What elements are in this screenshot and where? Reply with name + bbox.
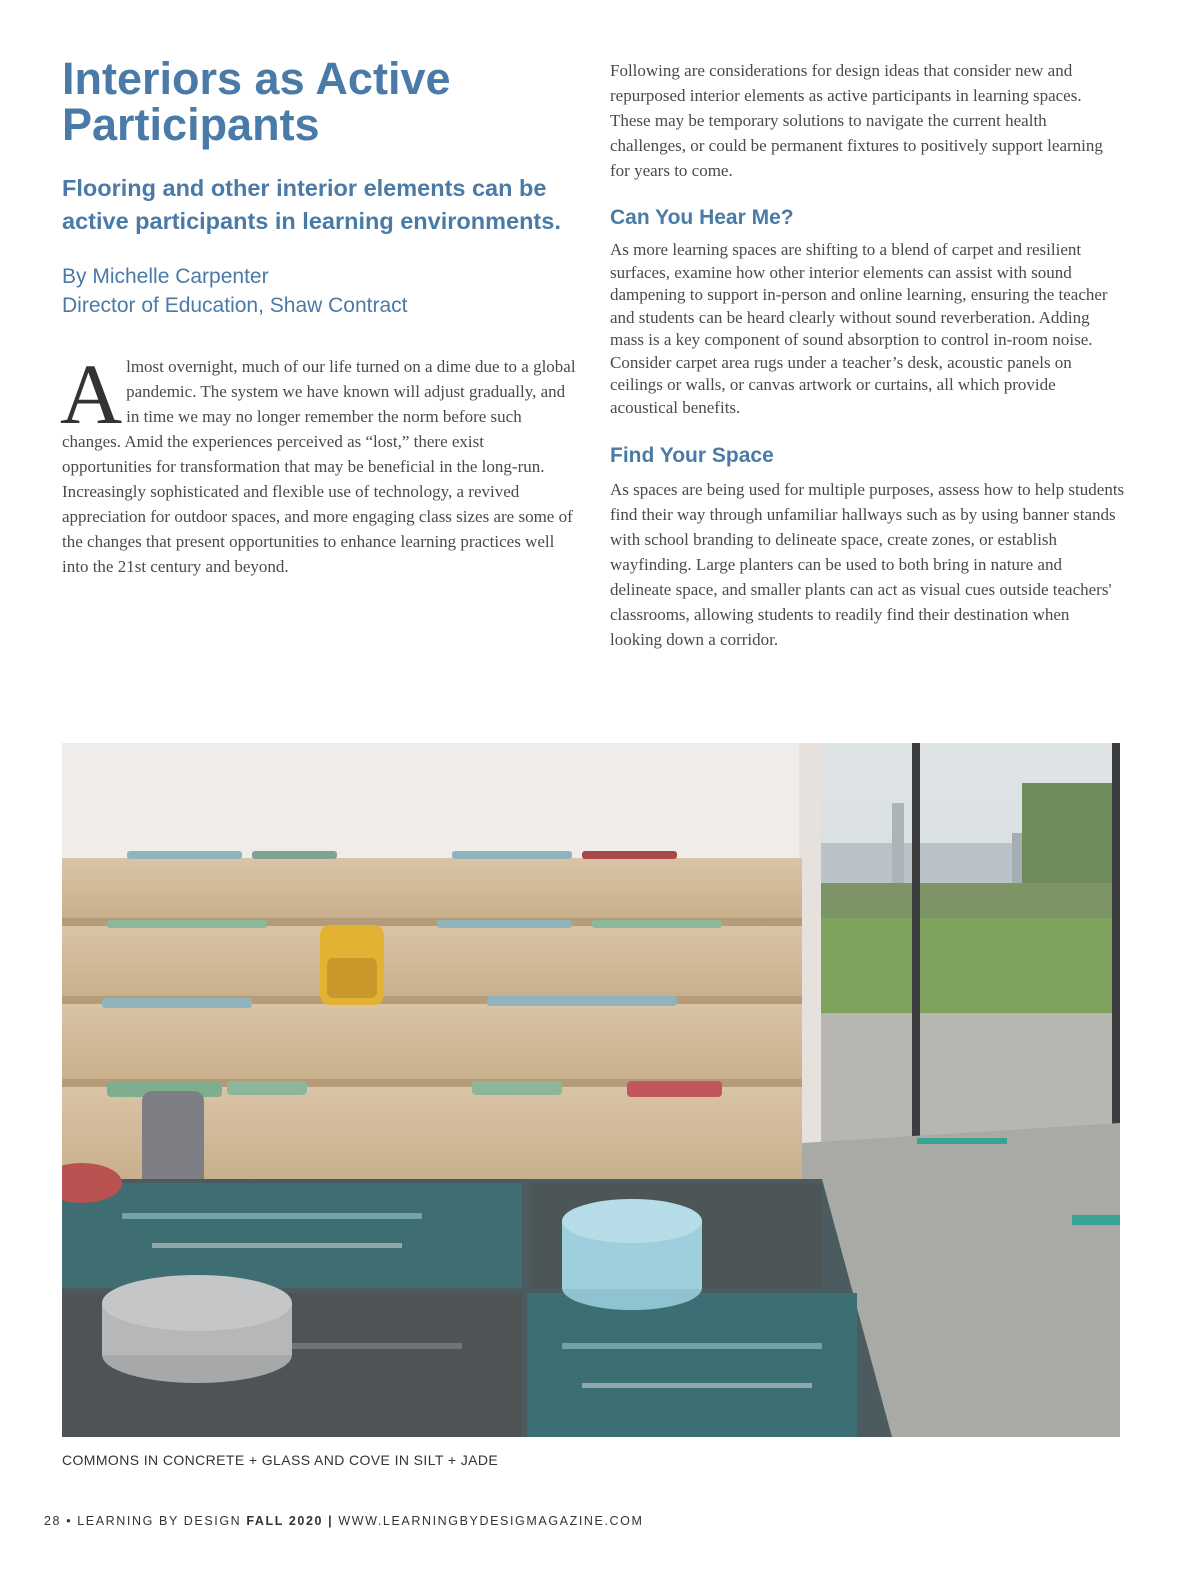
byline (62, 262, 577, 320)
website-link[interactable]: WWW.LEARNINGBYDESIGMAGAZINE.COM (338, 1514, 644, 1528)
article-title: Interiors as Active Participants (62, 53, 451, 150)
issue-label: FALL 2020 (246, 1514, 324, 1528)
page-footer (44, 1514, 644, 1528)
footer-separator: | (328, 1514, 334, 1528)
page-number: 28 (44, 1514, 62, 1528)
drop-cap: A (60, 346, 123, 442)
section-heading-space: Find Your Space (610, 444, 774, 467)
intro-text: lmost overnight, much of our life turned on a dime due to a global pandemic. The system we have known will adjust gradually, and in time we may no longer remember the norm before such changes. Amid the experiences perceived as “lost,” there exist opportunities for transformation that may be beneficial in the long-run. Increasingly sophisticated and flexible use of technology, a revived appreciation for outdoor spaces, and more engaging class sizes are some of the changes that present opportunities to enhance learning practices well into the 21st century and beyond. (62, 357, 576, 576)
right-intro-paragraph: Following are considerations for design ideas that consider new and repurposed interior elements as active participants in learning spaces. These may be temporary solutions to navigate the current health challenges, or could be permanent fixtures to positively support learning for years to come. (610, 61, 1103, 180)
left-column (60, 53, 577, 579)
article-subtitle: Flooring and other interior elements can be active participants in learning environments. (62, 175, 561, 234)
magazine-name: LEARNING BY DESIGN (77, 1514, 242, 1528)
author-name: By Michelle Carpenter (62, 265, 269, 288)
footer-bullet: • (66, 1514, 73, 1528)
section-heading-hear: Can You Hear Me? (610, 206, 794, 229)
section-body-space: As spaces are being used for multiple purposes, assess how to help students find their way through unfamiliar hallways such as by using banner stands with school branding to delineate space, create zones, or establish wayfinding. Large planters can be used to both bring in nature and delineate space, and smaller plants can act as visual cues outside teachers' classrooms, allowing students to readily find their destination when looking down a corridor. (610, 480, 1125, 649)
section-body-hear: As more learning spaces are shifting to a blend of carpet and resilient surfaces, examine how other interior elements can assist with sound dampening to support in-person and online learning, ensuring the teacher and students can be heard clearly without sound reverberation. Adding mass is a key component of sound absorption to control in-room noise. Consider carpet area rugs under a teacher’s desk, acoustic panels on ceilings or walls, or canvas artwork or curtains, all which provide acoustical benefits. (610, 240, 1108, 417)
right-column (610, 58, 1125, 652)
intro-paragraph (60, 346, 577, 579)
author-role: Director of Education, Shaw Contract (62, 294, 408, 317)
classroom-photo (62, 743, 1120, 1437)
photo-caption: COMMONS IN CONCRETE + GLASS AND COVE IN SILT + JADE (62, 1452, 499, 1468)
